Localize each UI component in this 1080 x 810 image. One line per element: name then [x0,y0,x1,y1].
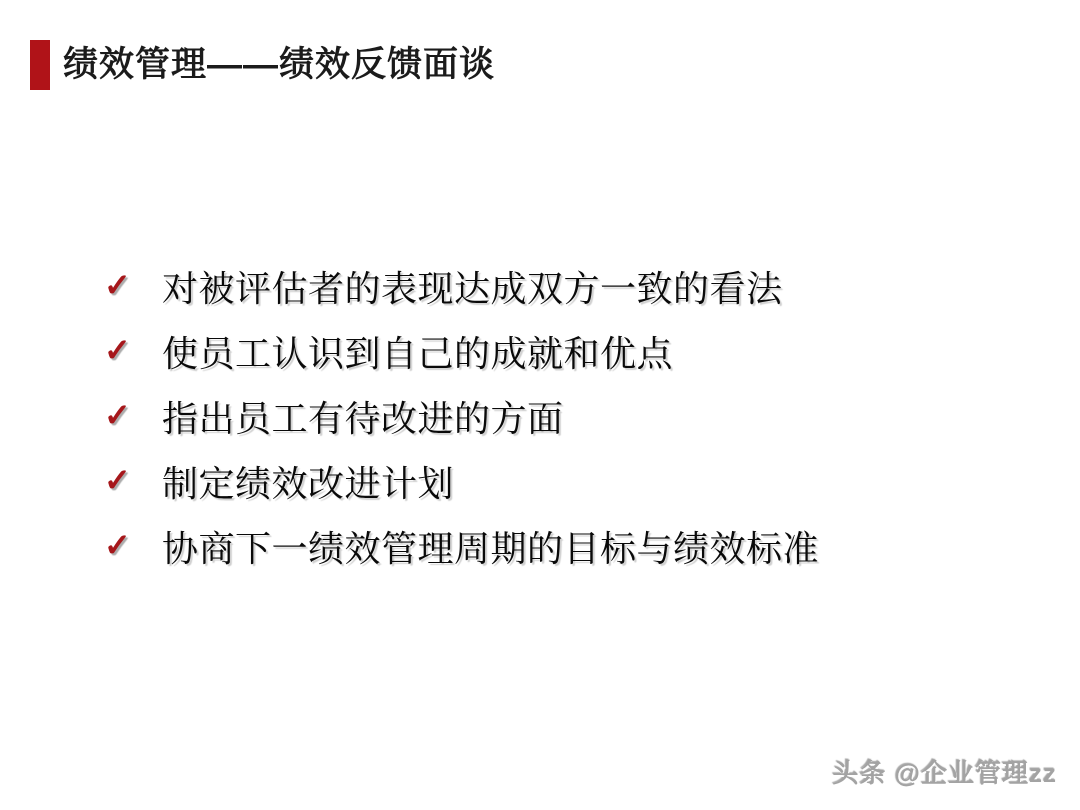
list-item [100,254,819,319]
check-icon: ✓ [104,331,131,368]
check-icon: ✓ [104,396,131,433]
list-item [100,449,819,514]
list-item [100,514,819,579]
list-item [100,384,819,449]
title-accent-bar [30,40,50,90]
watermark: 头条 @企业管理zz [832,758,1057,788]
bullet-text: 制定绩效改进计划 [162,464,455,504]
bullet-text: 指出员工有待改进的方面 [162,399,564,439]
title-block [30,40,495,90]
check-icon: ✓ [104,526,131,563]
bullet-list [100,254,819,579]
bullet-text: 使员工认识到自己的成就和优点 [162,334,674,374]
check-icon: ✓ [104,266,131,303]
list-item [100,319,819,384]
page-title: 绩效管理——绩效反馈面谈 [63,44,496,84]
bullet-text: 协商下一绩效管理周期的目标与绩效标准 [162,529,820,569]
check-icon: ✓ [104,461,131,498]
bullet-text: 对被评估者的表现达成双方一致的看法 [162,269,783,309]
